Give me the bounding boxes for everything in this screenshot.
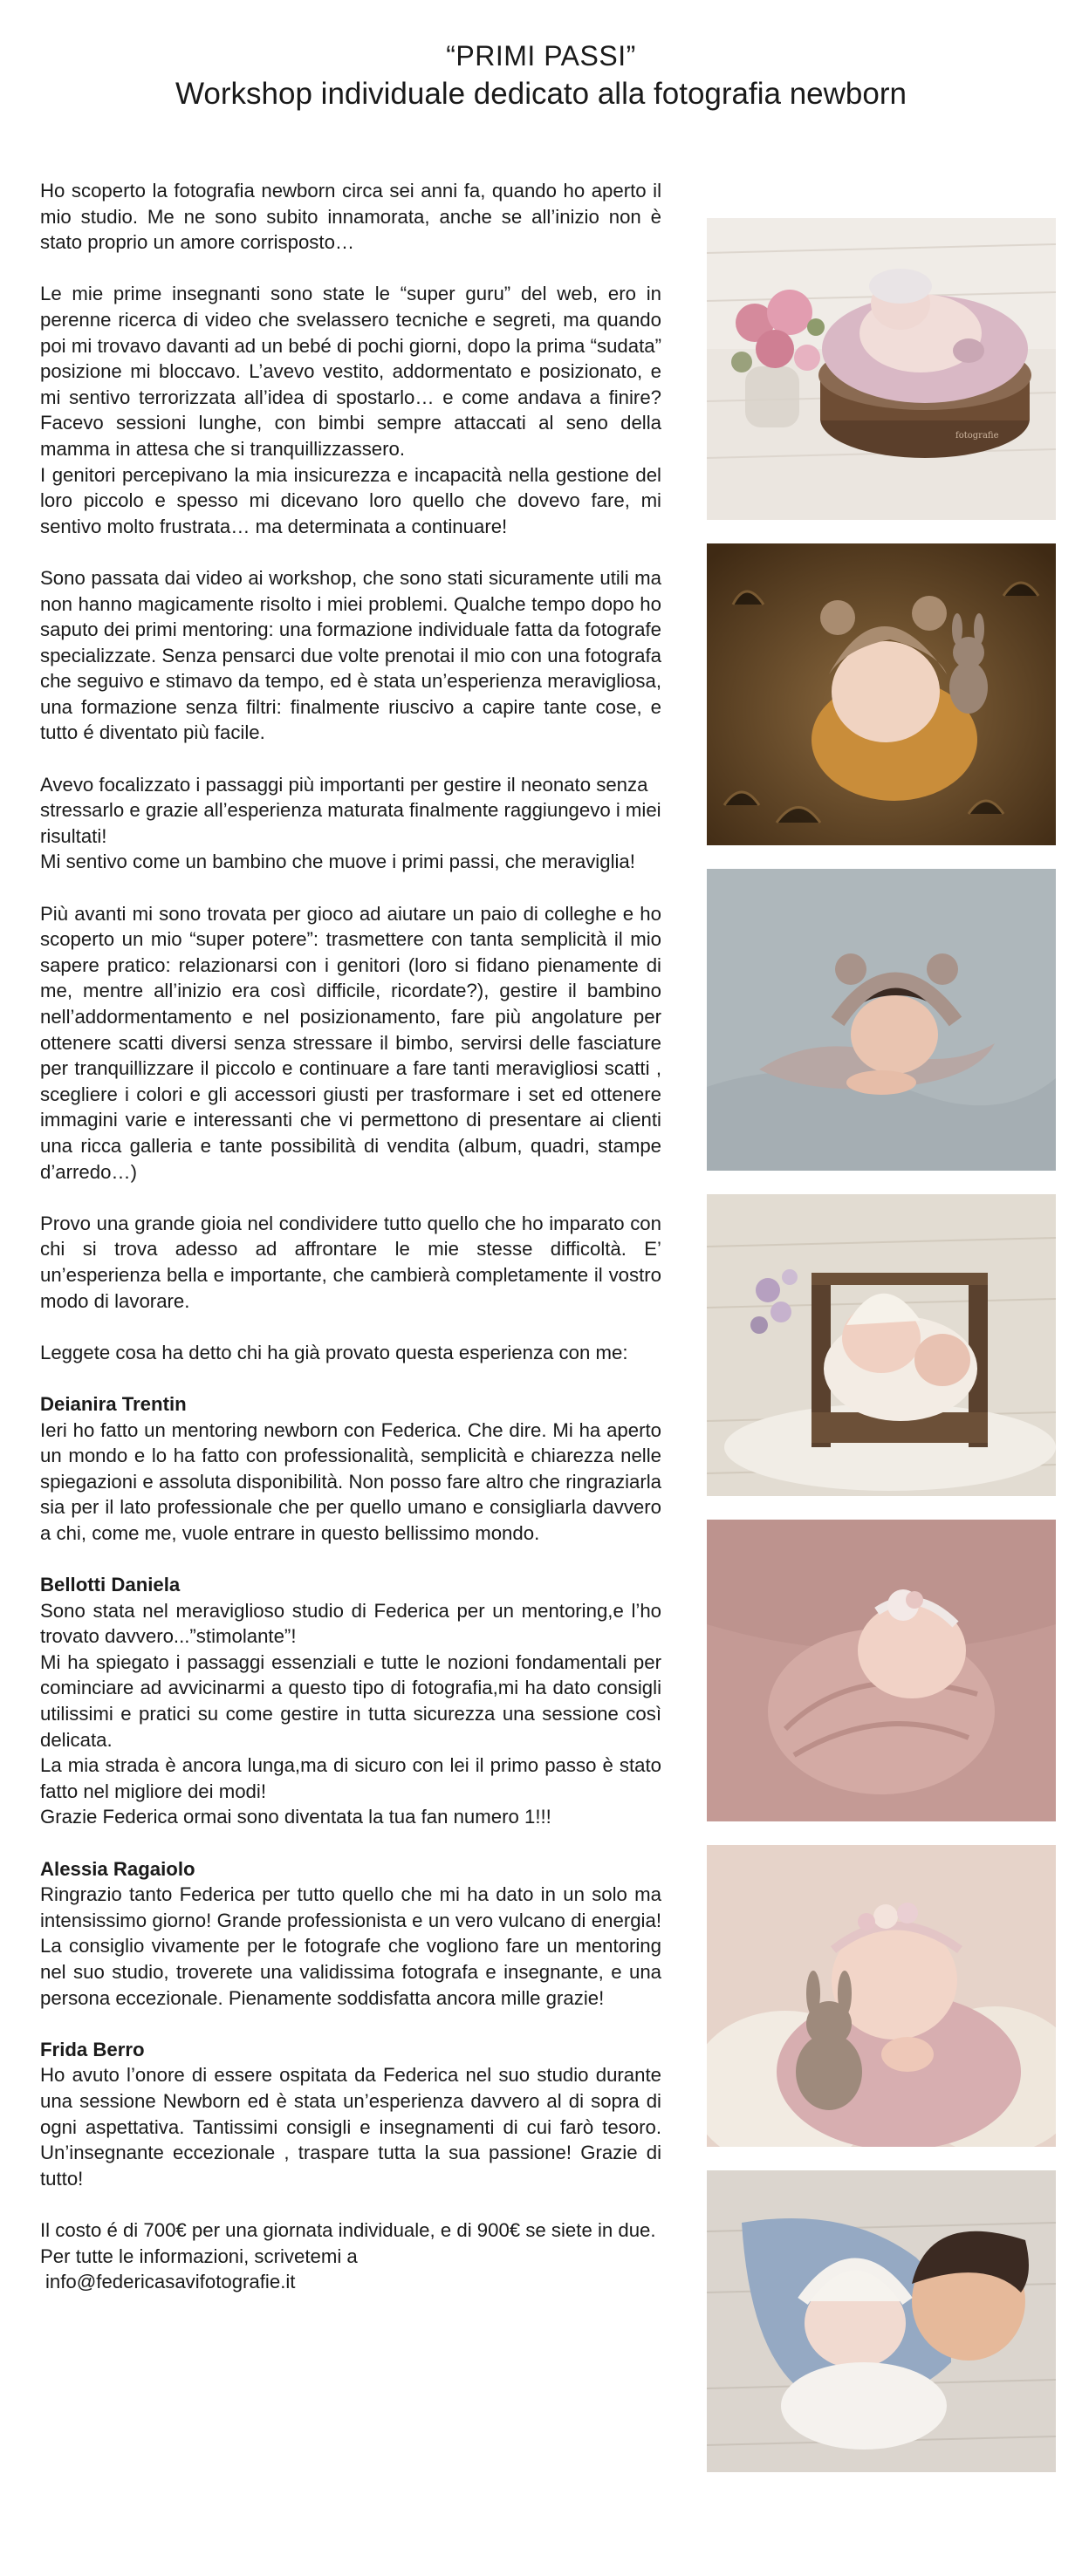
photo-watermark: fotografie bbox=[955, 431, 999, 441]
testimonial-text: Ho avuto l’onore di essere ospitata da Federica nel suo studio durante una sessione Newborn ed è stata un’esperienza davvero al di sopra di ogni aspettativa. Tantissimi consigli e insegnamenti di cui farò tesoro. Un’insegnante eccezionale , traspare tutta la sua passione! Grazie di tutto! bbox=[40, 2064, 661, 2190]
intro-paragraph: Mi sentivo come un bambino che muove i primi passi, che meraviglia! bbox=[40, 851, 635, 873]
testimonial-text: Sono stata nel meraviglioso studio di Federica per un mentoring,e l’ho trovato davvero...”stimolante”! bbox=[40, 1599, 661, 1648]
testimonial-text: Ringrazio tanto Federica per tutto quello che mi ha dato in un solo ma intensissimo giorno! Grande professionista e un vero vulcano di energia! La consiglio vivamente per le fotografe che vogliono fare un mentoring nel suo studio, troverete una validissima fotografa e insegnante, e una persona eccezionale. Pienamente soddisfatta ancora mille grazie! bbox=[40, 1883, 661, 2009]
newborn-photo-1 bbox=[707, 218, 1056, 520]
newborn-photo-4 bbox=[707, 1194, 1056, 1496]
testimonial-text: La mia strada è ancora lunga,ma di sicuro con lei il primo passo è stato fatto nel migliore dei modi! bbox=[40, 1754, 661, 1802]
intro-paragraph: I genitori percepivano la mia insicurezza e incapacità nella gestione del loro piccolo e spesso mi dicevano loro quello che dovevo fare, mi sentivo molto frustrata… ma determinata a continuare! bbox=[40, 463, 661, 537]
intro-paragraph: Sono passata dai video ai workshop, che sono stati sicuramente utili ma non hanno magicamente risolto i miei problemi. Qualche tempo dopo ho saputo dei primi mentoring: una formazione individuale fatta da fotografe specializzate. Senza pensarci due volte prenotai il mio con una fotografa che seguivo e stimavo da tempo, ed è stata un’esperienza meravigliosa, una formazione senza filtri: finalmente riuscivo a capire tante cose, e tutto é diventato più facile. bbox=[40, 566, 661, 744]
testimonial-author: Bellotti Daniela bbox=[40, 1574, 181, 1596]
page-title: “PRIMI PASSI” bbox=[446, 40, 636, 72]
intro-paragraph: Le mie prime insegnanti sono state le “super guru” del web, ero in perenne ricerca di video che svelassero tecniche e segreti, ma quando poi mi trovavo davanti ad un bebé di pochi giorni, dopo la prima “sudata” posizione mi bloccavo. L’avevo vestito, addormentato e posizionato, e mi sentivo terrorizzata all’idea di spostarlo… e come andava a finire? Facevo sessioni lunghe, con bimbi sempre attaccati al seno della mamma in attesa che si tranquillizzassero. bbox=[40, 283, 661, 460]
testimonial-author: Frida Berro bbox=[40, 2038, 145, 2060]
testimonial-author: Alessia Ragaiolo bbox=[40, 1857, 195, 1880]
intro-paragraph: Ho scoperto la fotografia newborn circa sei anni fa, quando ho aperto il mio studio. Me ne sono subito innamorata, anche se all’inizio non è stato proprio un amore corrisposto… bbox=[40, 180, 661, 254]
intro-paragraph: Provo una grande gioia nel condividere tutto quello che ho imparato con chi si trova adesso ad affrontare le mie stesse difficoltà. E’ un’esperienza bella e importante, che cambierà completamente il vostro modo di lavorare. bbox=[40, 1212, 661, 1312]
contact-info: Per tutte le informazioni, scrivetemi a bbox=[40, 2245, 358, 2267]
article-text bbox=[40, 178, 661, 2295]
intro-paragraph: Leggete cosa ha detto chi ha già provato questa esperienza con me: bbox=[40, 1341, 628, 1363]
newborn-photo-5 bbox=[707, 1520, 1056, 1821]
contact-email[interactable]: info@federicasavifotografie.it bbox=[45, 2271, 296, 2293]
testimonial-author: Deianira Trentin bbox=[40, 1392, 187, 1415]
testimonial-text: Ieri ho fatto un mentoring newborn con Federica. Che dire. Mi ha aperto un mondo e lo ha fatto con professionalità, semplicità e chiarezza nelle spiegazioni e assoluta disponibilità. Non posso fare altro che ringraziarla sia per il lato professionale che per quello umano e consigliarla davvero a chi, come me, vuole entrare in questo bellissimo mondo. bbox=[40, 1418, 661, 1544]
testimonial-text: Mi ha spiegato i passaggi essenziali e tutte le nozioni fondamentali per cominciare ad avvicinarmi a questo tipo di fotografia,mi ha dato consigli utilissimi e pratici su come gestire in tutta sicurezza una sessione così delicata. bbox=[40, 1650, 661, 1751]
intro-paragraph: Più avanti mi sono trovata per gioco ad aiutare un paio di colleghe e ho scoperto un mio “super potere”: trasmettere con tanta semplicità il mio sapere pratico: relazionarsi con i genitori (loro si fidano pienamente di me, mentre all’inizio era così difficile, ricordate?), gestire il bambino nell’addormentamento e nel posizionamento, fare più angolature per ottenere scatti diversi senza stressare il bimbo, servirsi delle fasciature per tranquillizzare il piccolo e continuare a fare tanti meravigliosi scatti , scegliere i colori e gli accessori giusti per trasformare i set ed ottenere immagini varie e interessanti che vi permettono di presentare ai clienti una ricca galleria e tante possibilità di vendita (album, quadri, stampe d’arredo…) bbox=[40, 902, 661, 1183]
newborn-photo-7 bbox=[707, 2170, 1056, 2472]
page-subtitle: Workshop individuale dedicato alla fotografia newborn bbox=[175, 77, 907, 111]
price-info: Il costo é di 700€ per una giornata individuale, e di 900€ se siete in due. bbox=[40, 2218, 656, 2241]
newborn-photo-2 bbox=[707, 543, 1056, 845]
intro-paragraph: Avevo focalizzato i passaggi più importanti per gestire il neonato senza stressarlo e grazie all’esperienza maturata finalmente raggiungevo i miei risultati! bbox=[40, 773, 661, 847]
newborn-photo-3 bbox=[707, 869, 1056, 1171]
testimonial-text: Grazie Federica ormai sono diventata la tua fan numero 1!!! bbox=[40, 1806, 551, 1828]
newborn-photo-6 bbox=[707, 1845, 1056, 2147]
